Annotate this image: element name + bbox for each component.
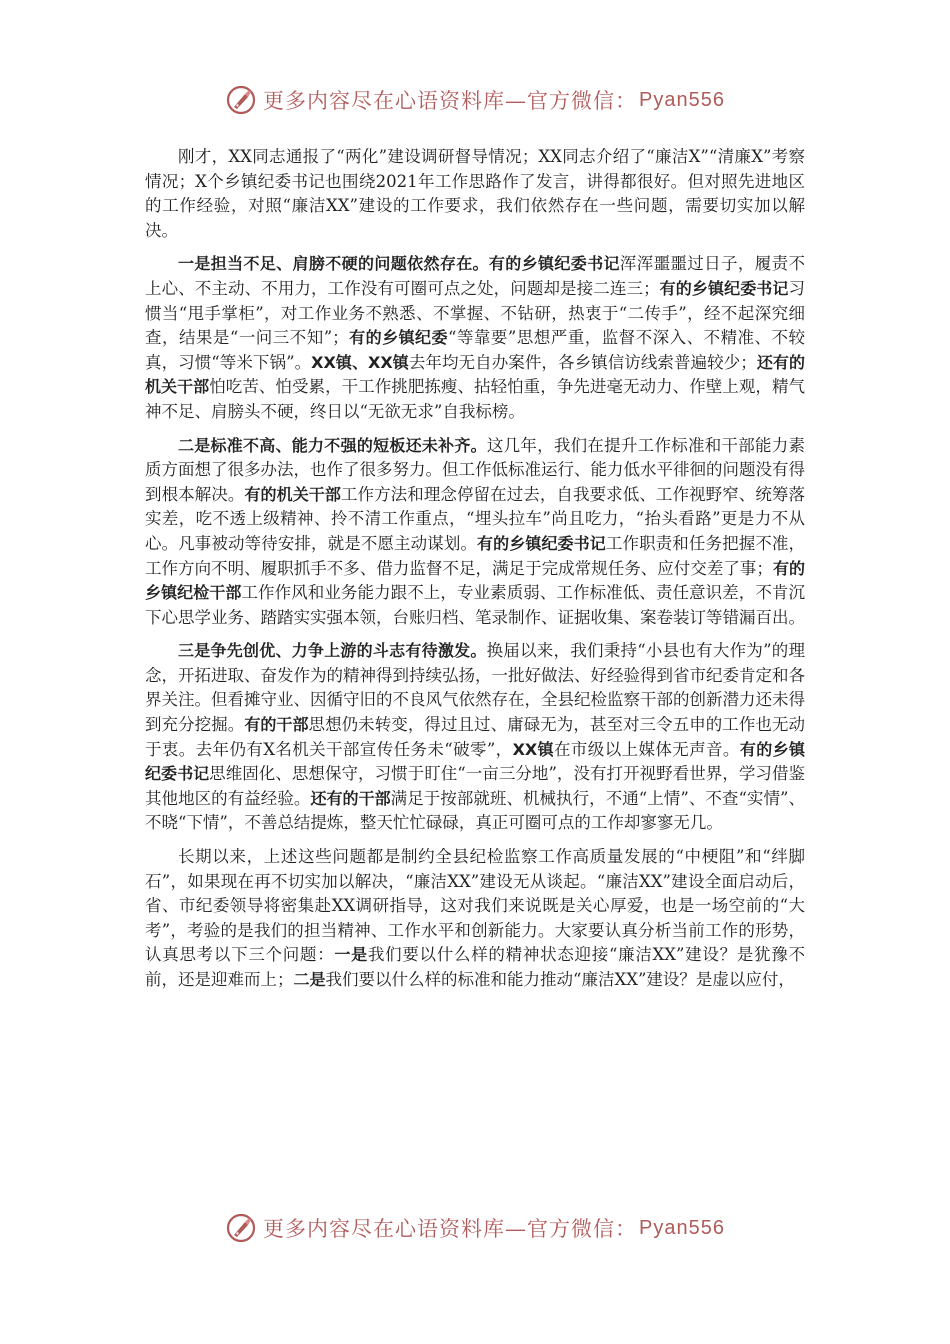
bold-text-run: XX镇、XX镇 [311, 352, 409, 372]
text-run: 换届以来，我们秉持“小县也有大作为”的理念，开拓进取、奋发作为的精神得到持续弘扬，一批好做法、好经验得到省市纪委肯定和各界关注。但看摊守业、因循守旧的不良风气依然存在，全县纪检监察干部的创新潜力还未得到充分挖掘。 [145, 641, 805, 735]
document-body [145, 145, 805, 993]
bold-text-run: 有的乡镇纪委书记 [659, 278, 789, 298]
paragraph-point-two [145, 434, 805, 631]
bold-text-run: 有的机关干部 [244, 484, 341, 504]
text-run: 刚才，XX同志通报了“两化”建设调研督导情况；XX同志介绍了“廉洁X”“清廉X”考察情况；X个乡镇纪委书记也围绕2021年工作思路作了发言，讲得都很好。但对照先进地区的工作经验，对照“廉洁XX”建设的工作要求，我们依然存在一些问题，需要切实加以解决。 [145, 147, 805, 240]
text-run: 思维固化、思想保守，习惯于盯住“一亩三分地”，没有打开视野看世界，学习借鉴其他地区的有益经验。 [145, 764, 805, 808]
text-run: 长期以来，上述这些问题都是制约全县纪检监察工作高质量发展的“中梗阻”和“绊脚石”，如果现在再不切实加以解决，“廉洁XX”建设无从谈起。“廉洁XX”建设全面启动后，省、市纪委领导将密集赴XX调研指导，这对我们来说既是关心厚爱，也是一场空前的“大考”，考验的是我们的担当精神、工作水平和创新能力。大家要认真分析当前工作的形势，认真思考以下三个问题： [145, 847, 805, 965]
bold-text-run: 有的干部 [244, 715, 309, 735]
bold-text-run: 有的乡镇纪委书记 [477, 533, 606, 553]
paragraph-point-one [145, 252, 805, 424]
banner-text: 更多内容尽在心语资料库—官方微信： [263, 1217, 638, 1241]
text-run: 去年均无自办案件，各乡镇信访线索普遍较少； [408, 352, 757, 372]
text-run: 工作作风和业务能力跟不上，专业素质弱、工作标准低、责任意识差，不肯沉下心思学业务、踏踏实实强本领，台账归档、笔录制作、证据收集、案卷装订等错漏百出。 [145, 583, 805, 627]
bold-text-run: 一是担当不足、肩膀不硬的问题依然存在。 [178, 254, 489, 274]
text-run: 我们要以什么样的精神状态迎接“廉洁XX”建设？是犹豫不前，还是迎难而上； [145, 945, 805, 989]
pen-nib-logo-icon [225, 1212, 257, 1244]
text-run: 浑浑噩噩过日子，履责不上心、不主动、不用力，工作没有可圈可点之处，问题却是接二连三； [145, 254, 805, 298]
bold-text-run: 有的乡镇纪委书记 [145, 739, 805, 784]
banner-wechat-handle: Pyan556 [639, 88, 725, 111]
bold-text-run: 三是争先创优、力争上游的斗志有待激发。 [178, 641, 487, 661]
bold-text-run: 二是 [293, 970, 326, 989]
text-run: 习惯当“甩手掌柜”，对工作业务不熟悉、不掌握、不钻研，热衷于“二传手”，经不起深究细查，结果是“一问三不知”； [145, 278, 805, 348]
bold-text-run: 二是标准不高、能力不强的短板还未补齐。 [178, 435, 487, 455]
paragraph-conclusion [145, 845, 805, 993]
banner-wechat-handle: Pyan556 [639, 1216, 725, 1239]
header-watermark-banner [0, 84, 950, 116]
paragraph-point-three [145, 639, 805, 836]
text-run: 怕吃苦、怕受累，干工作挑肥拣瘦、拈轻怕重，争先进毫无动力、作壁上观，精气神不足、肩膀头不硬，终日以“无欲无求”自我标榜。 [145, 377, 805, 421]
bold-text-run: 还有的干部 [310, 788, 391, 808]
text-run: 这几年，我们在提升工作标准和干部能力素质方面想了很多办法，也作了很多努力。但工作低标准运行、能力低水平徘徊的问题没有得到根本解决。 [145, 435, 805, 504]
text-run: 在市级以上媒体无声音。 [554, 739, 740, 759]
banner-text: 更多内容尽在心语资料库—官方微信： [263, 89, 638, 113]
paragraph-intro [145, 145, 805, 243]
text-run: 思想仍未转变，得过且过、庸碌无为，甚至对三令五申的工作也无动于衷。去年仍有X名机关干部宣传任务未“破零”， [145, 715, 806, 759]
bold-text-run: 有的乡镇纪委书记 [488, 254, 620, 274]
text-run: 工作方法和理念停留在过去，自我要求低、工作视野窄、统筹落实差，吃不透上级精神、拎不清工作重点，“埋头拉车”尚且吃力，“抬头看路”更是力不从心。凡事被动等待安排，就是不愿主动谋划。 [145, 484, 806, 553]
text-run: “等靠要”思想严重，监督不深入、不精准、不较真，习惯“等米下锅”。 [145, 328, 805, 372]
footer-watermark-banner [0, 1212, 950, 1244]
text-run: 我们要以什么样的标准和能力推动“廉洁XX”建设？是虚以应付， [325, 970, 795, 989]
text-run: 工作职责和任务把握不准，工作方向不明、履职抓手不多、借力监督不足，满足于完成常规任务、应付交差了事； [145, 533, 805, 578]
bold-text-run: 一是 [334, 945, 368, 965]
bold-text-run: 有的乡镇纪委 [348, 328, 449, 348]
bold-text-run: XX镇 [512, 739, 555, 759]
text-run: 满足于按部就班、机械执行，不通“上情”、不查“实情”、不晓“下情”，不善总结提炼，整天忙忙碌碌，真正可圈可点的工作却寥寥无几。 [145, 788, 805, 833]
pen-nib-logo-icon [225, 84, 257, 116]
bold-text-run: 还有的机关干部 [145, 352, 805, 397]
bold-text-run: 有的乡镇纪检干部 [145, 558, 805, 603]
